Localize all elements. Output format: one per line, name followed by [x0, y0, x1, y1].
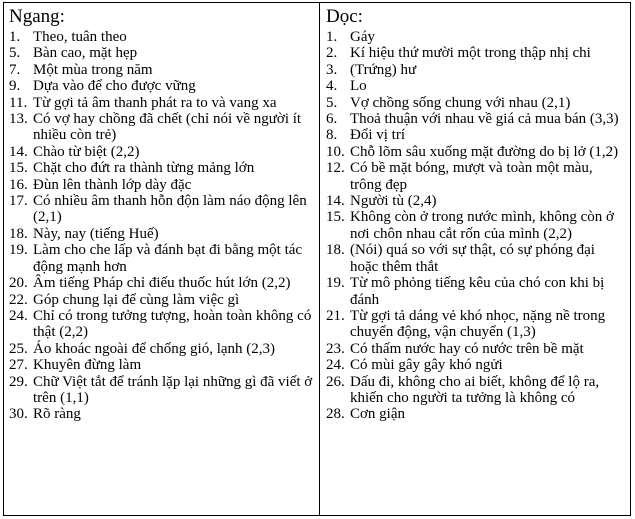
clue-text: Khuyên đừng làm: [33, 357, 142, 374]
clue-item: [9, 95, 315, 111]
clue-item: [9, 29, 315, 45]
clue-number: 18.: [325, 242, 345, 259]
clue-number: 27.: [9, 357, 28, 374]
clue-text: Chỉ có trong tưởng tượng, hoàn toàn không có thật (2,2): [33, 307, 312, 341]
clue-text: Kí hiệu thứ mười một trong thập nhị chi: [349, 45, 591, 62]
clue-text: Lo: [349, 78, 367, 95]
ngang-column: [4, 3, 320, 515]
clue-text: Có mùi gây gây khó ngửi: [349, 357, 503, 374]
clue-number: 19.: [9, 242, 28, 259]
doc-column: [320, 3, 630, 515]
clue-item: [9, 292, 315, 308]
clue-text: Đổi vị trí: [349, 127, 405, 144]
clue-number: 20.: [9, 275, 28, 292]
clue-number: 9.: [9, 78, 21, 95]
clue-text: (Trứng) hư: [349, 61, 417, 78]
clue-item: [326, 242, 626, 275]
clue-number: 11.: [9, 94, 28, 111]
clue-item: [326, 78, 626, 94]
clue-text: Này, nay (tiếng Huế): [33, 225, 159, 242]
clue-item: [326, 45, 626, 61]
clue-number: 28.: [325, 406, 345, 423]
clue-text: Rõ ràng: [33, 406, 81, 423]
clue-number: 3.: [325, 61, 338, 78]
clue-item: [9, 111, 315, 144]
clue-item: [326, 95, 626, 111]
clue-number: 15.: [325, 209, 345, 226]
clue-item: [9, 406, 315, 422]
clue-text: Thoả thuận với nhau về giá cả mua bán (3,3): [349, 111, 619, 128]
clue-number: 29.: [9, 373, 28, 390]
clue-text: Từ gợi tả âm thanh phát ra to và vang xa: [33, 94, 277, 111]
clue-number: 14.: [9, 143, 28, 160]
crossword-clues-table: [3, 2, 631, 516]
clue-number: 24.: [9, 307, 28, 324]
clue-number: 18.: [9, 225, 28, 242]
clue-item: [326, 275, 626, 308]
clue-text: Không còn ở trong nước mình, không còn ở nơi chôn nhau cắt rốn của mình (2,2): [349, 209, 614, 242]
clue-number: 26.: [325, 373, 345, 390]
clue-text: Gáy: [349, 29, 375, 45]
clue-item: [9, 193, 315, 226]
clue-item: [9, 62, 315, 78]
clue-number: 16.: [9, 176, 28, 193]
clue-text: Đùn lên thành lớp dày đặc: [33, 176, 192, 193]
clue-text: Làm cho che lấp và đánh bạt đi bằng một tác động mạnh hơn: [33, 242, 303, 275]
clue-text: Âm tiếng Pháp chỉ điếu thuốc hút lớn (2,2): [33, 275, 291, 292]
clue-item: [326, 127, 626, 143]
clue-number: 4.: [325, 78, 338, 95]
clue-item: [326, 341, 626, 357]
clue-item: [9, 144, 315, 160]
clue-text: Chỗ lõm sâu xuống mặt đường do bị lở (1,2): [349, 143, 619, 160]
clue-item: [9, 78, 315, 94]
clue-text: Cơn giận: [349, 406, 405, 423]
clue-item: [326, 357, 626, 373]
clue-item: [326, 160, 626, 193]
clue-text: Có bề mặt bóng, mượt và toàn một màu, trông đẹp: [349, 160, 593, 193]
clue-item: [9, 160, 315, 176]
clue-number: 30.: [9, 406, 28, 423]
clue-number: 17.: [9, 193, 28, 210]
ngang-heading: Ngang:: [9, 6, 65, 27]
clue-text: Người tù (2,4): [349, 193, 437, 210]
ngang-clue-list: [9, 29, 315, 423]
clue-number: 10.: [325, 143, 345, 160]
clue-text: Dấu đi, không cho ai biết, không để lộ ra, khiến cho người ta tưởng là không có: [349, 373, 600, 406]
clue-text: (Nói) quá so với sự thật, có sự phóng đại hoặc thêm thắt: [349, 242, 595, 275]
clue-text: Có thấm nước hay có nước trên bề mặt: [349, 340, 584, 357]
clue-number: 15.: [9, 160, 28, 177]
clue-number: 2.: [325, 45, 338, 62]
clue-number: 5.: [9, 45, 21, 62]
clue-item: [326, 193, 626, 209]
clue-text: Có nhiều âm thanh hỗn độn làm náo động lên (2,1): [33, 193, 307, 226]
clue-item: [9, 242, 315, 275]
clue-number: 1.: [9, 29, 21, 45]
clue-item: [326, 374, 626, 407]
clue-item: [9, 177, 315, 193]
clue-number: 19.: [325, 275, 345, 292]
clue-text: Áo khoác ngoài để chống gió, lạnh (2,3): [33, 340, 276, 357]
clue-number: 24.: [325, 357, 345, 374]
clue-number: 25.: [9, 340, 28, 357]
clue-item: [326, 209, 626, 242]
clue-text: Chữ Việt tắt để tránh lặp lại những gì đã viết ở trên (1,1): [33, 373, 313, 406]
clue-item: [326, 308, 626, 341]
clue-item: [9, 226, 315, 242]
clue-item: [9, 308, 315, 341]
clue-text: Bàn cao, mặt hẹp: [33, 45, 138, 62]
clue-number: 23.: [325, 340, 345, 357]
clue-text: Chặt cho đứt ra thành từng mảng lớn: [33, 160, 255, 177]
clue-number: 1.: [325, 29, 338, 45]
doc-clue-list: [326, 29, 626, 423]
clue-number: 14.: [325, 193, 345, 210]
clue-text: Góp chung lại để cùng làm việc gì: [33, 291, 240, 308]
clue-item: [326, 144, 626, 160]
clue-number: 5.: [325, 94, 338, 111]
clue-item: [9, 341, 315, 357]
clue-text: Từ mô phỏng tiếng kêu của chó con khi bị đánh: [349, 275, 605, 308]
clue-number: 6.: [325, 111, 338, 128]
clue-text: Có vợ hay chồng đã chết (chỉ nói về người ít nhiều còn trẻ): [33, 111, 302, 144]
clue-item: [326, 111, 626, 127]
clue-item: [326, 62, 626, 78]
clue-text: Theo, tuân theo: [33, 29, 127, 45]
clue-item: [326, 406, 626, 422]
clue-item: [9, 275, 315, 291]
clue-item: [9, 357, 315, 373]
clue-text: Dựa vào để cho được vững: [33, 78, 196, 95]
clue-number: 8.: [325, 127, 338, 144]
doc-heading: Dọc:: [325, 6, 363, 27]
clue-item: [326, 29, 626, 45]
clue-number: 7.: [9, 61, 21, 78]
clue-text: Vợ chồng sống chung với nhau (2,1): [349, 94, 571, 111]
clue-item: [9, 45, 315, 61]
clue-number: 22.: [9, 291, 28, 308]
clue-text: Từ gợi tả dáng vẻ khó nhọc, nặng nề trong chuyển động, vận chuyển (1,3): [349, 307, 606, 341]
clue-number: 13.: [9, 111, 28, 128]
clue-number: 21.: [325, 307, 345, 324]
clue-number: 12.: [325, 160, 345, 177]
clue-text: Chào từ biệt (2,2): [33, 143, 140, 160]
clue-item: [9, 374, 315, 407]
clue-text: Một mùa trong năm: [33, 61, 153, 78]
